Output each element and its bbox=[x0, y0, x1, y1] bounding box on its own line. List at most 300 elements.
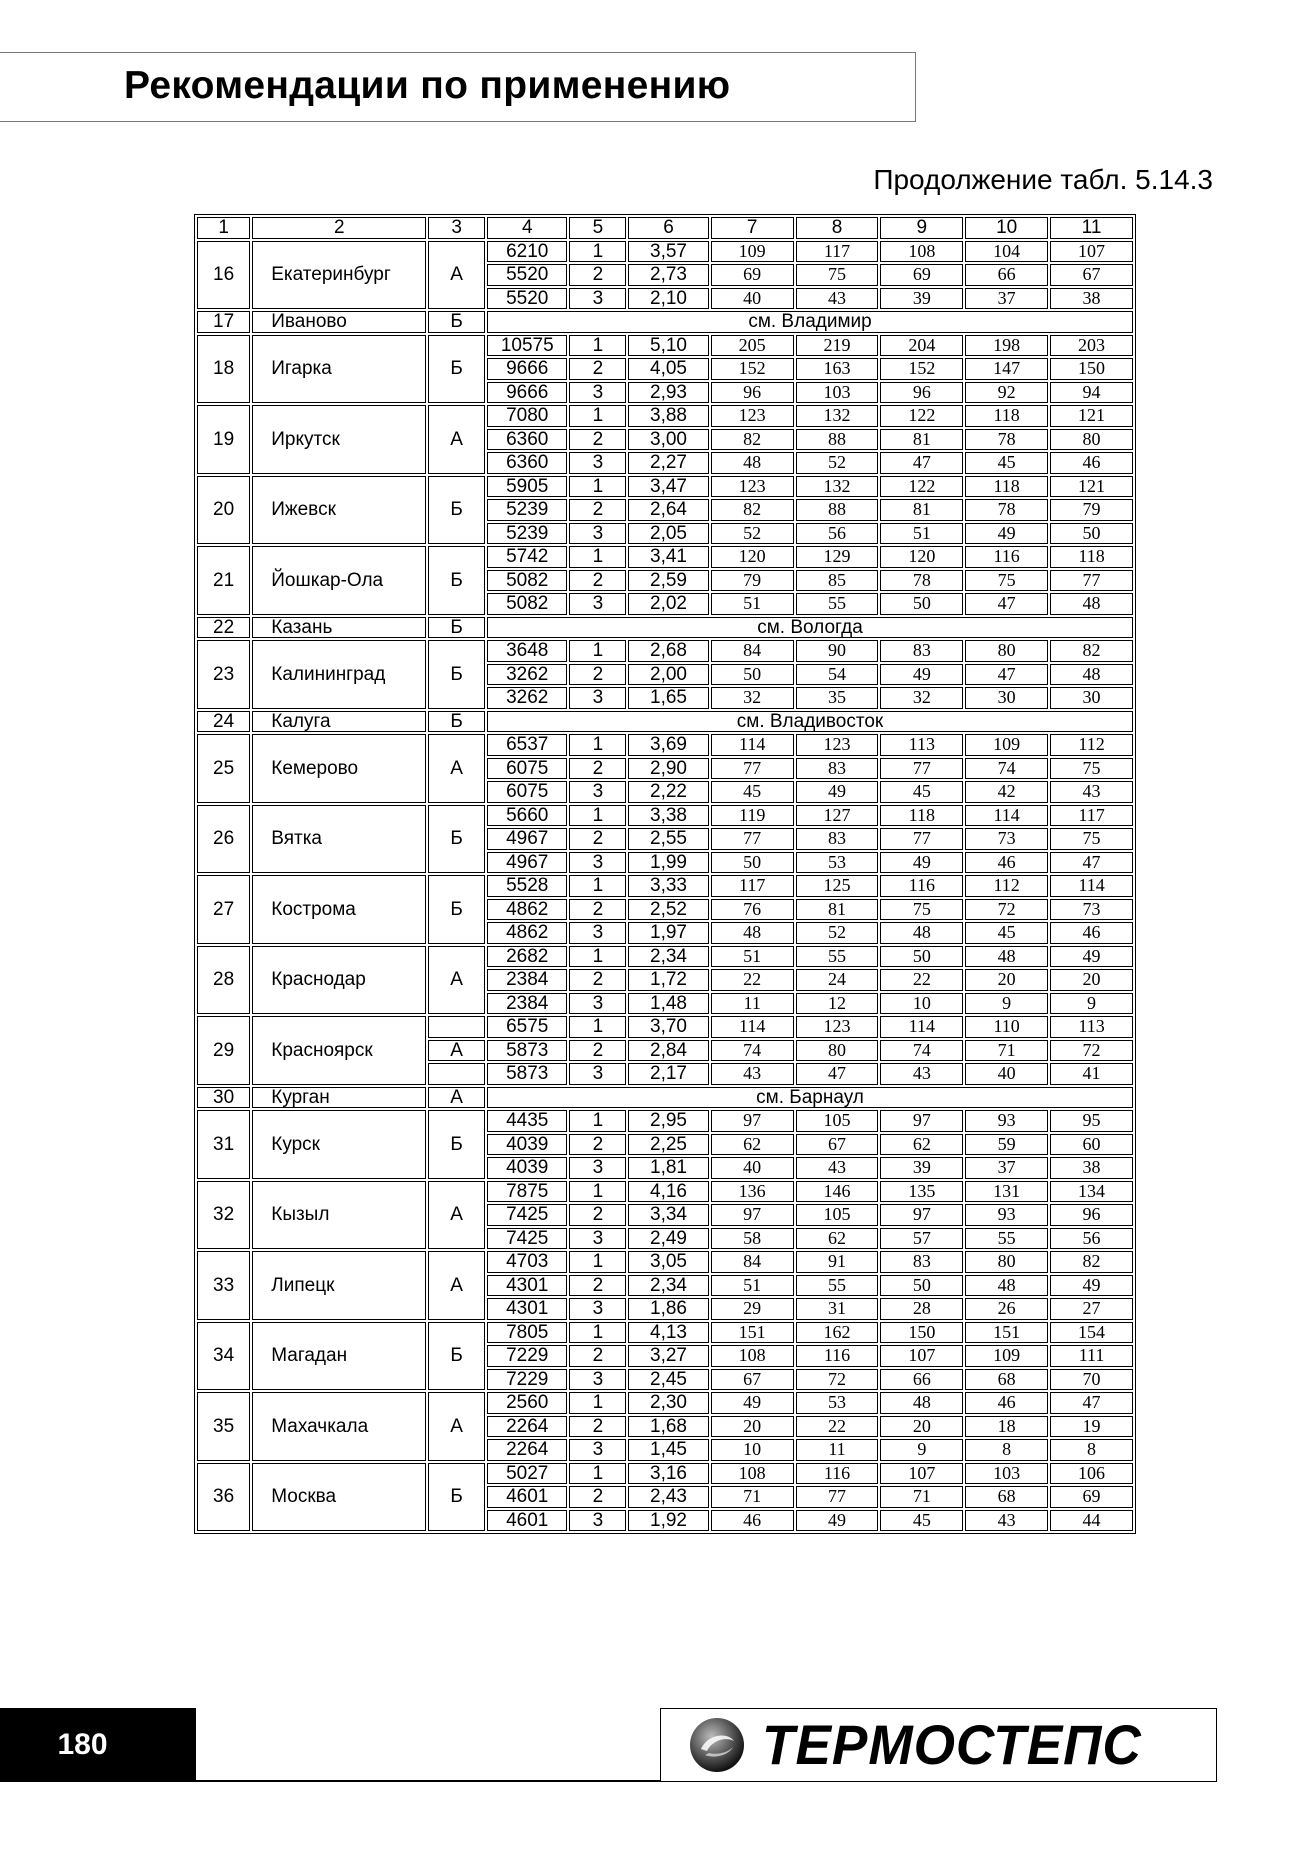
table-cell: 5027 bbox=[487, 1463, 567, 1485]
table-cell: 83 bbox=[796, 828, 879, 850]
table-cell: 3 bbox=[569, 1369, 626, 1391]
table-cell: 5082 bbox=[487, 593, 567, 615]
table-row bbox=[197, 311, 1133, 333]
table-cell: 2,45 bbox=[628, 1369, 708, 1391]
table-body bbox=[197, 241, 1133, 1532]
table-cell: 55 bbox=[796, 593, 879, 615]
table-cell: 2 bbox=[569, 570, 626, 592]
table-cell: 3262 bbox=[487, 687, 567, 709]
table-cell: 118 bbox=[965, 405, 1048, 427]
table-cell: 1,92 bbox=[628, 1510, 708, 1532]
table-cell: 4039 bbox=[487, 1157, 567, 1179]
table-cell: 3 bbox=[569, 687, 626, 709]
table-cell: 4,05 bbox=[628, 358, 708, 380]
table-cell: 147 bbox=[965, 358, 1048, 380]
table-cell: 55 bbox=[796, 946, 879, 968]
table-cell: 117 bbox=[711, 875, 794, 897]
table-cell: 51 bbox=[880, 523, 963, 545]
table-cell: 3,47 bbox=[628, 476, 708, 498]
table-cell: 46 bbox=[1050, 922, 1133, 944]
table-cell: 78 bbox=[965, 499, 1048, 521]
table-cell: 1,81 bbox=[628, 1157, 708, 1179]
table-cell: 2,25 bbox=[628, 1134, 708, 1156]
table-cell: 37 bbox=[965, 288, 1048, 310]
table-cell: 39 bbox=[880, 288, 963, 310]
table-cell: 71 bbox=[711, 1486, 794, 1508]
table-cell: 48 bbox=[880, 1392, 963, 1414]
city-name: Махачкала bbox=[252, 1392, 426, 1461]
table-cell: 5873 bbox=[487, 1063, 567, 1085]
row-number: 19 bbox=[197, 405, 250, 474]
table-cell: 2384 bbox=[487, 969, 567, 991]
table-row bbox=[197, 1087, 1133, 1109]
table-cell: 121 bbox=[1050, 405, 1133, 427]
table-cell: 2 bbox=[569, 429, 626, 451]
table-cell: 84 bbox=[711, 1251, 794, 1273]
table-cell: 114 bbox=[880, 1016, 963, 1038]
table-cell: 9 bbox=[880, 1439, 963, 1461]
table-cell: 152 bbox=[711, 358, 794, 380]
zone: А bbox=[428, 405, 485, 474]
zone: А bbox=[428, 1087, 485, 1109]
table-cell: 50 bbox=[880, 946, 963, 968]
zone: Б bbox=[428, 711, 485, 733]
table-cell: 3 bbox=[569, 922, 626, 944]
table-cell: 48 bbox=[1050, 593, 1133, 615]
table-cell: 28 bbox=[880, 1298, 963, 1320]
table-cell: 2,64 bbox=[628, 499, 708, 521]
row-number: 34 bbox=[197, 1322, 250, 1391]
city-name: Иркутск bbox=[252, 405, 426, 474]
table-cell: 3,41 bbox=[628, 546, 708, 568]
table-cell: 2,49 bbox=[628, 1228, 708, 1250]
row-number: 17 bbox=[197, 311, 250, 333]
table-cell: 2 bbox=[569, 899, 626, 921]
table-cell: 71 bbox=[880, 1486, 963, 1508]
table-cell: 6360 bbox=[487, 452, 567, 474]
column-header: 3 bbox=[428, 217, 485, 239]
table-cell: 105 bbox=[796, 1204, 879, 1226]
table-cell: 41 bbox=[1050, 1063, 1133, 1085]
table-cell: 103 bbox=[796, 382, 879, 404]
table-cell: 107 bbox=[1050, 241, 1133, 263]
brand-logo-text: ТЕРМОСТЕПС bbox=[762, 1713, 1142, 1776]
table-cell: 47 bbox=[965, 664, 1048, 686]
table-cell: 50 bbox=[880, 593, 963, 615]
table-cell: 3 bbox=[569, 1510, 626, 1532]
table-cell: 3,88 bbox=[628, 405, 708, 427]
table-cell: 72 bbox=[965, 899, 1048, 921]
table-cell: 11 bbox=[796, 1439, 879, 1461]
table-cell: 27 bbox=[1050, 1298, 1133, 1320]
table-cell: 81 bbox=[796, 899, 879, 921]
zone: Б bbox=[428, 1463, 485, 1532]
table-cell: 3,00 bbox=[628, 429, 708, 451]
data-table bbox=[194, 214, 1136, 1534]
table-cell: 132 bbox=[796, 405, 879, 427]
table-cell: 78 bbox=[965, 429, 1048, 451]
table-cell: 72 bbox=[796, 1369, 879, 1391]
table-cell: 1 bbox=[569, 1016, 626, 1038]
table-cell: 4862 bbox=[487, 922, 567, 944]
table-cell: 44 bbox=[1050, 1510, 1133, 1532]
table-cell: 50 bbox=[1050, 523, 1133, 545]
table-cell: 2,52 bbox=[628, 899, 708, 921]
row-number: 16 bbox=[197, 241, 250, 310]
city-name: Ижевск bbox=[252, 476, 426, 545]
table-cell: 114 bbox=[711, 734, 794, 756]
row-number: 18 bbox=[197, 335, 250, 404]
table-cell: 43 bbox=[965, 1510, 1048, 1532]
table-cell: 7229 bbox=[487, 1369, 567, 1391]
column-header: 6 bbox=[628, 217, 708, 239]
table-cell: 90 bbox=[796, 640, 879, 662]
zone: Б bbox=[428, 476, 485, 545]
table-cell: 58 bbox=[711, 1228, 794, 1250]
table-cell: 129 bbox=[796, 546, 879, 568]
table-cell: 118 bbox=[880, 805, 963, 827]
table-cell: 77 bbox=[1050, 570, 1133, 592]
table-cell: 5873 bbox=[487, 1040, 567, 1062]
table-cell: 2264 bbox=[487, 1416, 567, 1438]
table-cell: 2264 bbox=[487, 1439, 567, 1461]
table-cell: 83 bbox=[880, 640, 963, 662]
city-name: Краснодар bbox=[252, 946, 426, 1015]
table-cell: 22 bbox=[796, 1416, 879, 1438]
row-number: 30 bbox=[197, 1087, 250, 1109]
city-name: Курск bbox=[252, 1110, 426, 1179]
table-cell: 1 bbox=[569, 476, 626, 498]
table-cell: 77 bbox=[796, 1486, 879, 1508]
table-cell: 205 bbox=[711, 335, 794, 357]
see-reference: см. Владивосток bbox=[487, 711, 1133, 733]
table-cell: 2682 bbox=[487, 946, 567, 968]
table-cell: 73 bbox=[1050, 899, 1133, 921]
table-row bbox=[197, 476, 1133, 498]
table-cell: 1 bbox=[569, 1110, 626, 1132]
table-cell: 2 bbox=[569, 358, 626, 380]
table-cell: 38 bbox=[1050, 288, 1133, 310]
table-cell: 2,55 bbox=[628, 828, 708, 850]
table-row bbox=[197, 1110, 1133, 1132]
table-cell: 121 bbox=[1050, 476, 1133, 498]
table-cell: 116 bbox=[796, 1345, 879, 1367]
table-cell: 116 bbox=[965, 546, 1048, 568]
table-cell: 10575 bbox=[487, 335, 567, 357]
table-cell: 74 bbox=[965, 758, 1048, 780]
table-cell: 37 bbox=[965, 1157, 1048, 1179]
row-number: 26 bbox=[197, 805, 250, 874]
table-cell: 97 bbox=[711, 1204, 794, 1226]
table-cell: 43 bbox=[796, 1157, 879, 1179]
table-cell: 72 bbox=[1050, 1040, 1133, 1062]
table-cell: 123 bbox=[796, 734, 879, 756]
table-cell: 135 bbox=[880, 1181, 963, 1203]
column-header: 10 bbox=[965, 217, 1048, 239]
table-cell: 2,22 bbox=[628, 781, 708, 803]
zone: А bbox=[428, 1251, 485, 1320]
table-cell: 48 bbox=[711, 452, 794, 474]
table-cell: 62 bbox=[711, 1134, 794, 1156]
table-cell: 57 bbox=[880, 1228, 963, 1250]
row-number: 35 bbox=[197, 1392, 250, 1461]
table-cell: 113 bbox=[880, 734, 963, 756]
city-name: Казань bbox=[252, 617, 426, 639]
table-cell: 55 bbox=[965, 1228, 1048, 1250]
city-name: Иваново bbox=[252, 311, 426, 333]
table-cell: 3,70 bbox=[628, 1016, 708, 1038]
table-cell: 97 bbox=[880, 1110, 963, 1132]
table-cell: 19 bbox=[1050, 1416, 1133, 1438]
table-cell: 55 bbox=[796, 1275, 879, 1297]
table-cell: 3,16 bbox=[628, 1463, 708, 1485]
table-cell: 47 bbox=[880, 452, 963, 474]
zone: А bbox=[428, 734, 485, 803]
table-cell: 49 bbox=[965, 523, 1048, 545]
table-cell: 35 bbox=[796, 687, 879, 709]
table-cell: 2 bbox=[569, 1275, 626, 1297]
table-cell: 5520 bbox=[487, 288, 567, 310]
table-cell: 1 bbox=[569, 946, 626, 968]
table-cell: 2,00 bbox=[628, 664, 708, 686]
table-cell: 125 bbox=[796, 875, 879, 897]
table-cell: 112 bbox=[1050, 734, 1133, 756]
table-cell: 3,05 bbox=[628, 1251, 708, 1273]
table-cell: 26 bbox=[965, 1298, 1048, 1320]
table-cell: 45 bbox=[880, 1510, 963, 1532]
table-cell: 32 bbox=[880, 687, 963, 709]
column-header: 8 bbox=[796, 217, 879, 239]
table-cell: 2 bbox=[569, 1486, 626, 1508]
table-cell: 134 bbox=[1050, 1181, 1133, 1203]
zone: А bbox=[428, 1392, 485, 1461]
table-cell: 5,10 bbox=[628, 335, 708, 357]
table-cell: 122 bbox=[880, 476, 963, 498]
table-cell: 4039 bbox=[487, 1134, 567, 1156]
table-cell: 109 bbox=[965, 1345, 1048, 1367]
table-cell: 6075 bbox=[487, 758, 567, 780]
table-row bbox=[197, 875, 1133, 897]
table-cell: 48 bbox=[965, 1275, 1048, 1297]
table-cell: 150 bbox=[880, 1322, 963, 1344]
table-cell: 117 bbox=[796, 241, 879, 263]
column-header: 4 bbox=[487, 217, 567, 239]
page-title: Рекомендации по применению bbox=[124, 64, 731, 107]
table-cell: 151 bbox=[711, 1322, 794, 1344]
table-cell: 80 bbox=[1050, 429, 1133, 451]
table-cell: 6075 bbox=[487, 781, 567, 803]
table-cell: 116 bbox=[796, 1463, 879, 1485]
table-cell: 43 bbox=[880, 1063, 963, 1085]
zone: Б bbox=[428, 875, 485, 944]
table-cell: 39 bbox=[880, 1157, 963, 1179]
table-cell: 3 bbox=[569, 993, 626, 1015]
table-cell: 1 bbox=[569, 805, 626, 827]
table-cell: 77 bbox=[711, 758, 794, 780]
table-cell: 1,97 bbox=[628, 922, 708, 944]
table-cell: 114 bbox=[965, 805, 1048, 827]
table-cell: 46 bbox=[965, 1392, 1048, 1414]
table-cell: 75 bbox=[1050, 828, 1133, 850]
table-cell: 4301 bbox=[487, 1298, 567, 1320]
table-cell: 97 bbox=[880, 1204, 963, 1226]
table-cell: 2,84 bbox=[628, 1040, 708, 1062]
table-cell: 107 bbox=[880, 1463, 963, 1485]
table-cell: 3648 bbox=[487, 640, 567, 662]
table-cell: 48 bbox=[880, 922, 963, 944]
table-cell: 132 bbox=[796, 476, 879, 498]
table-cell: 110 bbox=[965, 1016, 1048, 1038]
table-cell: 24 bbox=[796, 969, 879, 991]
table-cell: 22 bbox=[711, 969, 794, 991]
column-header: 2 bbox=[252, 217, 426, 239]
table-row bbox=[197, 1463, 1133, 1485]
table-cell: 80 bbox=[965, 1251, 1048, 1273]
table-cell: 1 bbox=[569, 734, 626, 756]
table-cell: 20 bbox=[965, 969, 1048, 991]
table-cell: 46 bbox=[965, 852, 1048, 874]
row-number: 21 bbox=[197, 546, 250, 615]
table-cell: 146 bbox=[796, 1181, 879, 1203]
table-cell: 203 bbox=[1050, 335, 1133, 357]
table-cell: 5082 bbox=[487, 570, 567, 592]
table-cell: 79 bbox=[1050, 499, 1133, 521]
table-cell: 5660 bbox=[487, 805, 567, 827]
table-cell: 3 bbox=[569, 382, 626, 404]
table-cell: 5528 bbox=[487, 875, 567, 897]
table-cell: 2,34 bbox=[628, 1275, 708, 1297]
table-cell: 7080 bbox=[487, 405, 567, 427]
city-name: Игарка bbox=[252, 335, 426, 404]
table-cell: 49 bbox=[796, 1510, 879, 1532]
table-cell: 123 bbox=[796, 1016, 879, 1038]
table-cell: 1,45 bbox=[628, 1439, 708, 1461]
table-cell: 219 bbox=[796, 335, 879, 357]
table-cell: 112 bbox=[965, 875, 1048, 897]
table-cell: 1,68 bbox=[628, 1416, 708, 1438]
table-cell: 49 bbox=[880, 664, 963, 686]
table-cell: 109 bbox=[965, 734, 1048, 756]
table-cell: 88 bbox=[796, 429, 879, 451]
table-cell: 82 bbox=[711, 429, 794, 451]
row-number: 23 bbox=[197, 640, 250, 709]
table-cell: 2,27 bbox=[628, 452, 708, 474]
column-header: 1 bbox=[197, 217, 250, 239]
table-cell: 97 bbox=[711, 1110, 794, 1132]
table-cell: 49 bbox=[1050, 946, 1133, 968]
city-name: Кострома bbox=[252, 875, 426, 944]
table-cell: 106 bbox=[1050, 1463, 1133, 1485]
table-row bbox=[197, 805, 1133, 827]
table-cell: 2,10 bbox=[628, 288, 708, 310]
table-cell: 59 bbox=[965, 1134, 1048, 1156]
row-number: 31 bbox=[197, 1110, 250, 1179]
table-cell: 9 bbox=[1050, 993, 1133, 1015]
table-cell: 8 bbox=[1050, 1439, 1133, 1461]
table-cell: 4435 bbox=[487, 1110, 567, 1132]
table-cell: 49 bbox=[796, 781, 879, 803]
table-cell: 47 bbox=[796, 1063, 879, 1085]
table-cell: 5239 bbox=[487, 523, 567, 545]
table-cell: 47 bbox=[1050, 1392, 1133, 1414]
table-cell: 2,68 bbox=[628, 640, 708, 662]
table-cell: 67 bbox=[1050, 264, 1133, 286]
see-reference: см. Вологда bbox=[487, 617, 1133, 639]
table-cell: 2560 bbox=[487, 1392, 567, 1414]
table-cell: 75 bbox=[880, 899, 963, 921]
table-cell: 80 bbox=[796, 1040, 879, 1062]
table-cell: 7425 bbox=[487, 1204, 567, 1226]
table-cell: 31 bbox=[796, 1298, 879, 1320]
table-cell: 48 bbox=[1050, 664, 1133, 686]
table-cell: 127 bbox=[796, 805, 879, 827]
table-cell: 75 bbox=[1050, 758, 1133, 780]
table-cell: 1 bbox=[569, 640, 626, 662]
table-cell: 3 bbox=[569, 1157, 626, 1179]
table-cell: 120 bbox=[880, 546, 963, 568]
table-cell: 122 bbox=[880, 405, 963, 427]
table-cell: 3 bbox=[569, 288, 626, 310]
table-cell: 2,30 bbox=[628, 1392, 708, 1414]
table-cell: 67 bbox=[796, 1134, 879, 1156]
table-cell: 47 bbox=[965, 593, 1048, 615]
table-cell: 2,95 bbox=[628, 1110, 708, 1132]
table-cell: 68 bbox=[965, 1369, 1048, 1391]
table-row bbox=[197, 617, 1133, 639]
column-header: 9 bbox=[880, 217, 963, 239]
table-cell: 151 bbox=[965, 1322, 1048, 1344]
table-cell: 2 bbox=[569, 758, 626, 780]
see-reference: см. Владимир bbox=[487, 311, 1133, 333]
table-cell: 3,34 bbox=[628, 1204, 708, 1226]
table-cell: 73 bbox=[965, 828, 1048, 850]
table-cell: 74 bbox=[711, 1040, 794, 1062]
city-name: Липецк bbox=[252, 1251, 426, 1320]
table-cell: 1,72 bbox=[628, 969, 708, 991]
page-number: 180 bbox=[57, 1728, 108, 1761]
table-cell: 123 bbox=[711, 476, 794, 498]
table-cell: 131 bbox=[965, 1181, 1048, 1203]
table-cell: 3 bbox=[569, 1063, 626, 1085]
table-cell: 50 bbox=[711, 664, 794, 686]
table-cell: 69 bbox=[880, 264, 963, 286]
table-cell: 53 bbox=[796, 852, 879, 874]
table-cell: 83 bbox=[796, 758, 879, 780]
table-cell: 10 bbox=[711, 1439, 794, 1461]
table-cell: 70 bbox=[1050, 1369, 1133, 1391]
table-cell: 62 bbox=[796, 1228, 879, 1250]
table-row bbox=[197, 711, 1133, 733]
table-cell: 3 bbox=[569, 1298, 626, 1320]
table-cell: 2,43 bbox=[628, 1486, 708, 1508]
table-cell: 46 bbox=[1050, 452, 1133, 474]
table-cell: 71 bbox=[965, 1040, 1048, 1062]
zone: Б bbox=[428, 1110, 485, 1179]
table-cell: 93 bbox=[965, 1204, 1048, 1226]
table-cell: 82 bbox=[1050, 640, 1133, 662]
zone: А bbox=[428, 1181, 485, 1250]
table-cell: 96 bbox=[1050, 1204, 1133, 1226]
zone: А bbox=[428, 241, 485, 310]
table-cell: 9666 bbox=[487, 382, 567, 404]
table-row bbox=[197, 1181, 1133, 1203]
table-cell: 51 bbox=[711, 946, 794, 968]
table-cell: 1,99 bbox=[628, 852, 708, 874]
city-name: Калуга bbox=[252, 711, 426, 733]
table-cell: 162 bbox=[796, 1322, 879, 1344]
row-number: 20 bbox=[197, 476, 250, 545]
table-cell: 154 bbox=[1050, 1322, 1133, 1344]
